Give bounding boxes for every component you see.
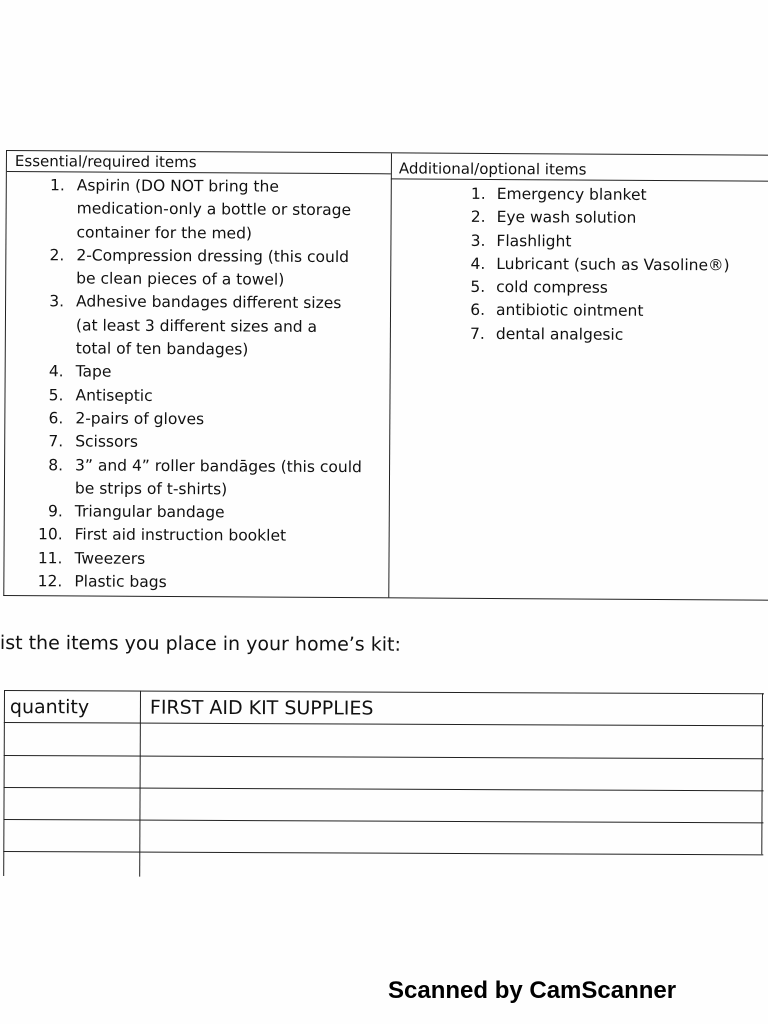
instruction-text: ist the items you place in your home’s kit:	[0, 632, 401, 656]
header-rule-right	[391, 178, 768, 181]
quantity-header: quantity	[9, 696, 90, 719]
essential-item-text: Tweezers	[74, 549, 146, 568]
essential-item-text: Adhesive bandages different sizes	[76, 292, 342, 313]
additional-item-text: antibiotic ointment	[495, 301, 644, 321]
essential-item-line	[5, 430, 383, 456]
essential-item-text: Triangular bandage	[74, 502, 225, 522]
additional-item-text: Lubricant (such as Vasoline®)	[496, 254, 730, 275]
essential-item-number: 2.	[49, 246, 65, 265]
supplies-header: FIRST AID KIT SUPPLIES	[149, 696, 374, 720]
additional-item-line	[390, 322, 768, 348]
essential-item-text: 2-pairs of gloves	[75, 409, 205, 429]
essential-item-line	[5, 500, 383, 526]
essential-item-text: Plastic bags	[74, 572, 167, 592]
additional-item-line	[390, 299, 768, 325]
essential-item-number: 4.	[48, 362, 64, 381]
essential-item-text: total of ten bandages)	[75, 339, 249, 359]
essential-item-number: 6.	[48, 409, 64, 428]
additional-item-number: 4.	[470, 254, 486, 273]
additional-item-text: Emergency blanket	[496, 184, 647, 204]
essential-item-line	[7, 174, 385, 200]
additional-item-number: 5.	[470, 278, 486, 297]
essential-item-number: 12.	[37, 572, 63, 591]
essential-item-number: 1.	[49, 176, 65, 195]
table-rule	[4, 787, 764, 791]
essential-item-number: 3.	[49, 292, 65, 311]
essential-item-number: 8.	[48, 455, 64, 474]
essential-item-number: 7.	[48, 432, 64, 451]
additional-item-line	[391, 206, 768, 232]
essential-item-line	[5, 384, 383, 410]
essential-item-text: Antiseptic	[75, 386, 153, 405]
essential-item-text: be strips of t-shirts)	[74, 479, 228, 499]
essential-items-list	[4, 174, 385, 596]
additional-item-line	[391, 182, 768, 208]
additional-item-text: cold compress	[496, 278, 608, 297]
additional-items-list	[390, 182, 768, 347]
essential-item-text: Tape	[75, 362, 112, 382]
essential-item-line	[5, 523, 383, 549]
table-rule	[3, 851, 763, 855]
essential-item-text: First aid instruction booklet	[74, 525, 287, 546]
additional-item-line	[390, 252, 768, 278]
essential-item-line	[6, 314, 384, 340]
additional-item-text: Eye wash solution	[496, 208, 637, 228]
essential-items-header: Essential/required items	[14, 152, 197, 172]
table-column-rule	[139, 691, 141, 877]
essential-item-line	[6, 244, 384, 270]
essential-item-text: container for the med)	[76, 223, 253, 243]
additional-item-number: 1.	[470, 184, 486, 203]
camscanner-watermark: Scanned by CamScanner	[388, 977, 677, 1004]
table-rule	[4, 722, 764, 726]
essential-item-number: 9.	[47, 502, 63, 521]
additional-items-header: Additional/optional items	[398, 159, 587, 179]
essential-item-number: 11.	[37, 548, 63, 568]
essential-item-line	[7, 197, 385, 223]
essential-item-line	[4, 570, 382, 596]
additional-item-line	[390, 276, 768, 302]
essential-item-line	[5, 477, 383, 503]
essential-item-line	[6, 360, 384, 386]
table-rule	[4, 690, 764, 694]
essential-item-number: 10.	[37, 525, 63, 544]
essential-item-text: medication-only a bottle or storage	[76, 199, 352, 220]
essential-item-text: (at least 3 different sizes and a	[75, 316, 318, 336]
table-column-rule	[761, 693, 763, 854]
kit-supplies-table	[3, 690, 768, 879]
additional-item-number: 6.	[470, 301, 486, 320]
essential-item-line	[4, 547, 382, 573]
additional-item-number: 3.	[470, 231, 486, 250]
additional-item-text: dental analgesic	[495, 324, 624, 344]
essential-item-line	[6, 221, 384, 247]
items-table	[3, 150, 768, 601]
essential-item-text: Scissors	[75, 432, 139, 452]
additional-item-line	[390, 229, 768, 255]
additional-item-number: 7.	[470, 324, 485, 343]
essential-item-text: 2-Compression dressing (this could	[76, 246, 350, 266]
essential-item-line	[6, 337, 384, 363]
essential-item-text: Aspirin (DO NOT bring the	[76, 176, 279, 196]
essential-item-line	[5, 454, 383, 480]
essential-item-text: be clean pieces of a towel)	[76, 269, 285, 289]
table-rule	[4, 755, 764, 759]
table-column-rule	[3, 690, 5, 876]
essential-item-number: 5.	[48, 385, 64, 405]
essential-item-text: 3” and 4” roller bandāges (this could	[75, 455, 362, 476]
table-rule	[3, 819, 763, 823]
essential-item-line	[6, 290, 384, 316]
additional-item-number: 2.	[470, 208, 486, 227]
essential-item-line	[6, 267, 384, 293]
additional-item-text: Flashlight	[496, 231, 572, 251]
essential-item-line	[5, 407, 383, 433]
